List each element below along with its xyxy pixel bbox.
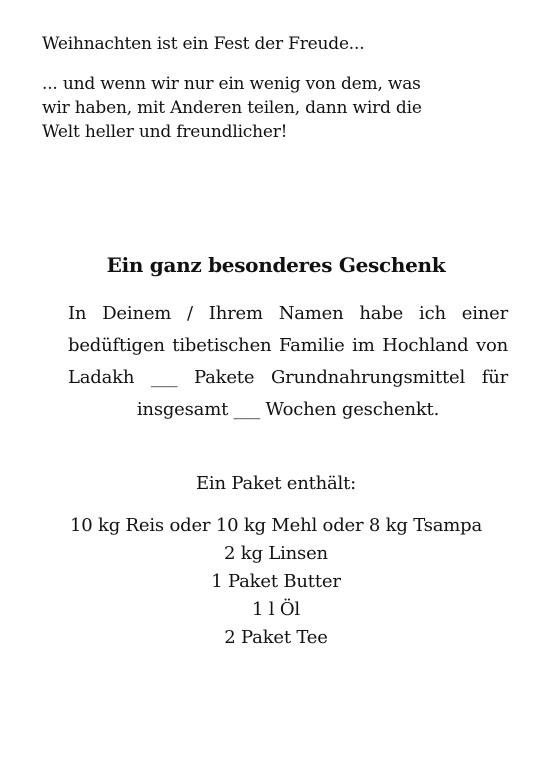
gift-description	[68, 298, 508, 426]
package-contents-title: Ein Paket enthält:	[195, 473, 357, 494]
intro-line-1: Weihnachten ist ein Fest der Freude...	[42, 34, 365, 54]
package-contents-item: 10 kg Reis oder 10 kg Mehl oder 8 kg Tsampa	[69, 515, 483, 536]
gift-description-line: bedüftigen tibetischen Familie im Hochland von	[68, 335, 508, 356]
gift-description-line: Ladakh ___ Pakete Grundnahrungsmittel für	[68, 367, 508, 388]
package-contents-item: 2 Paket Tee	[224, 627, 328, 648]
gift-description-line: insgesamt ___ Wochen geschenkt.	[136, 399, 440, 420]
package-contents-item: 1 Paket Butter	[211, 571, 341, 592]
intro-line-2: ... und wenn wir nur ein wenig von dem, was	[42, 74, 421, 94]
gift-description-line: In Deinem / Ihrem Namen habe ich einer	[68, 303, 508, 324]
package-contents-list	[0, 512, 552, 652]
package-contents-item: 2 kg Linsen	[224, 543, 328, 564]
intro-line-4: Welt heller und freundlicher!	[42, 122, 288, 142]
intro-line-3: wir haben, mit Anderen teilen, dann wird die	[42, 98, 422, 118]
package-contents-item: 1 l Öl	[252, 599, 300, 620]
gift-heading: Ein ganz besonderes Geschenk	[106, 253, 446, 277]
